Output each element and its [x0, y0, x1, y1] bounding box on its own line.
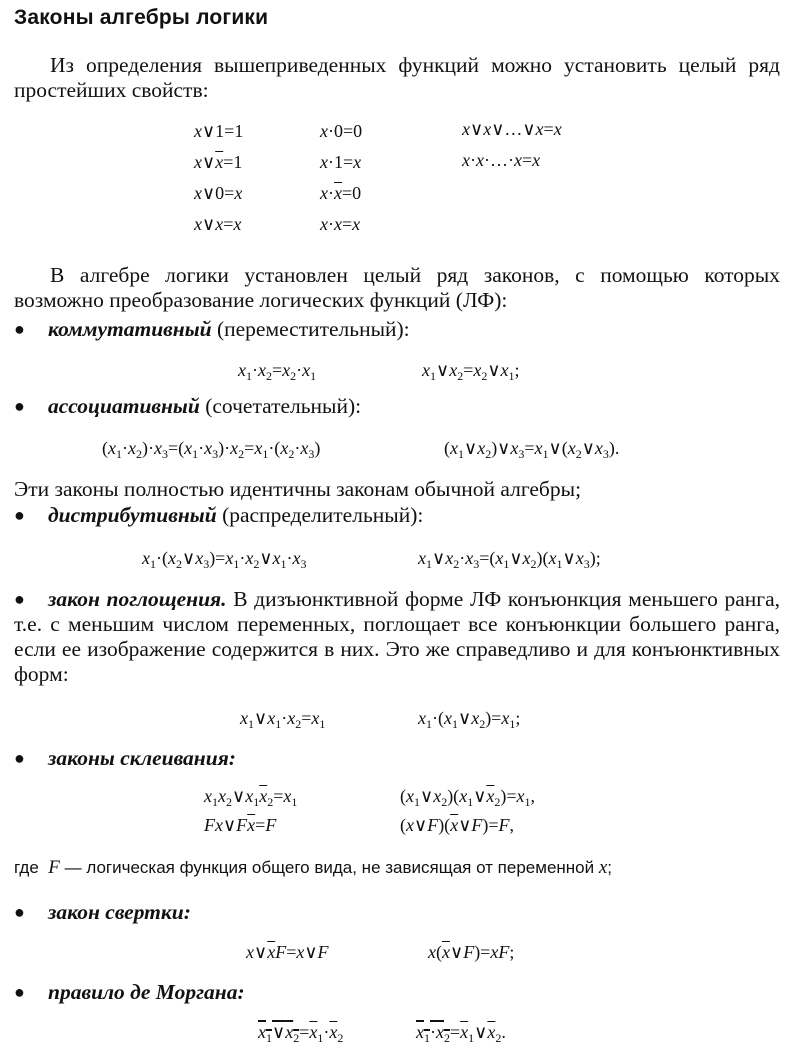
property-and-one: x·1=x: [320, 152, 362, 172]
property-or-chain: x∨x∨…∨x=x: [462, 119, 562, 139]
formula-absorption-or: $x_1\vee x_1\cdot x_2=x_1$: [240, 708, 326, 731]
bullet-convolution: ● закон свертки:: [14, 900, 191, 924]
property-or-one: x∨1=1: [194, 121, 244, 141]
formula-convolution-and: $x(\overline{x}\vee F)=xF$;: [428, 942, 515, 962]
bullet-demorgan: ● правило де Моргана:: [14, 980, 245, 1004]
where-note: где F — логическая функция общего вида, не зависящая от переменной x;: [14, 857, 613, 878]
property-or-not: $x\vee\overline{x}=1$: [194, 152, 243, 172]
formula-associative-and: $(x_1\cdot x_2)\cdot x_3=(x_1\cdot x_3)\cdot x_2=x_1\cdot(x_2\cdot x_3)$: [102, 438, 321, 461]
formula-gluing-1: $x_1x_2\vee x_1\overline{x}_2=x_1$: [204, 786, 298, 809]
laws-intro-paragraph: В алгебре логики установлен целый ряд законов, с помощью которых возможно преобразование логических функций (ЛФ):: [14, 263, 780, 312]
formula-gluing-3: $Fx\vee F\overline{x}=F$: [204, 815, 277, 835]
property-or-zero: x∨0=x: [194, 183, 243, 203]
formula-distributive-and: $x_1\cdot(x_2\vee x_3)=x_1\cdot x_2\vee x_1\cdot x_3$: [142, 548, 307, 571]
bullet-gluing: ● законы склеивания:: [14, 746, 236, 770]
property-and-zero: x·0=0: [320, 121, 363, 141]
formula-convolution-or: $x\vee\overline{x}F=x\vee F$: [246, 942, 329, 962]
bullet-commutative: ● коммутативный (переместительный):: [14, 317, 410, 341]
property-and-not: $x\cdot\overline{x}=0$: [320, 183, 362, 203]
bullet-distributive: ● дистрибутивный (распределительный):: [14, 503, 424, 527]
formula-gluing-4: $(x\vee F)(\overline{x}\vee F)=F$,: [400, 815, 515, 835]
formula-gluing-2: $(x_1\vee x_2)(x_1\vee\overline{x}_2)=x_1$,: [400, 786, 536, 809]
bullet-associative: ● ассоциативный (сочетательный):: [14, 394, 362, 418]
formula-demorgan-and: $x_1\cdot x_2=\overline{x}_1\vee\overline{x}_2$.: [416, 1022, 506, 1045]
formula-demorgan-or: $x_1\vee x_2=\overline{x}_1\cdot\overline{x}_2$: [258, 1022, 344, 1045]
absorption-name: закон поглощения.: [48, 587, 227, 611]
formula-absorption-and: $x_1\cdot(x_1\vee x_2)=x_1$;: [418, 708, 521, 731]
property-and-chain: x·x·…·x=x: [462, 150, 541, 170]
formula-associative-or: $(x_1\vee x_2)\vee x_3=x_1\vee(x_2\vee x_3)$.: [444, 438, 620, 461]
formula-commutative-and: $x_1\cdot x_2=x_2\cdot x_1$: [238, 360, 317, 383]
formula-distributive-or: $x_1\vee x_2\cdot x_3=(x_1\vee x_2)(x_1\vee x_3)$;: [418, 548, 601, 571]
page-title: Законы алгебры логики: [14, 6, 269, 29]
intro-paragraph: Из определения вышеприведенных функций можно установить целый ряд простейших свойств:: [14, 53, 780, 102]
absorption-paragraph: ● закон поглощения. В дизъюнктивной форме ЛФ конъюнкция меньшего ранга, т.е. с меньшим числом переменных, поглощает все конъюнкции большего ранга, если ее изображение содержится в них. Это же справедливо и для конъюнктивных форм:: [14, 587, 781, 686]
property-or-self: x∨x=x: [194, 214, 242, 234]
identical-note: Эти законы полностью идентичны законам обычной алгебры;: [14, 477, 582, 501]
formula-commutative-or: $x_1\vee x_2=x_2\vee x_1$;: [422, 360, 520, 383]
property-and-self: x·x=x: [320, 214, 361, 234]
absorption-text: В дизъюнктивной форме ЛФ конъюнкция меньшего ранга, т.е. с меньшим числом переменных, поглощает все конъюнкции большего ранга, если ее изображение содержится в них. Это же справедливо и для конъюнктивных форм:: [14, 587, 781, 686]
